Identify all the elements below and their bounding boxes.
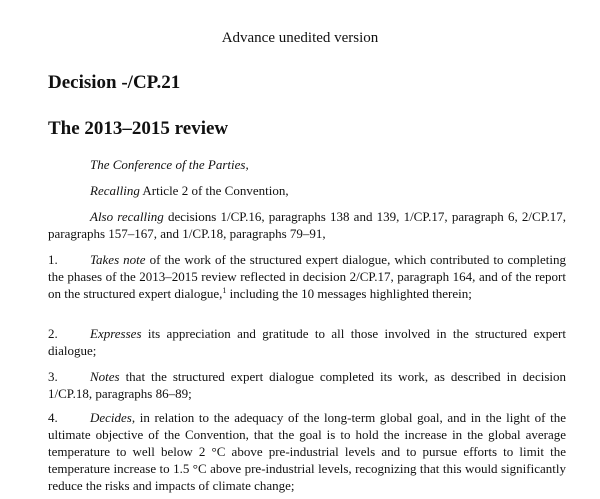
preamble-recalling-italic: Recalling — [90, 183, 140, 198]
paragraph-text: that the structured expert dialogue completed its work, as described in decision 1/CP.18, paragraphs 86–89; — [48, 369, 566, 401]
paragraph-text: its appreciation and gratitude to all those involved in the structured expert dialogue; — [48, 326, 566, 358]
paragraph-number: 2. — [48, 326, 58, 341]
review-title: The 2013–2015 review — [48, 118, 229, 139]
paragraph-verb: Takes note — [90, 252, 146, 267]
paragraph-verb: Expresses — [90, 326, 142, 341]
paragraph-text-continued: including the 10 messages highlighted therein; — [226, 286, 472, 301]
paragraph-text: of the work of the structured expert dialogue, which contributed to completing the phases of the 2013–2015 review reflected in decision 2/CP.17, paragraph 164, and of the report on the structured expert dialogue, — [48, 252, 566, 301]
paragraph-number: 4. — [48, 410, 58, 425]
preamble-also-recalling-text: decisions 1/CP.16, paragraphs 138 and 139, 1/CP.17, paragraph 6, 2/CP.17, paragraphs 157–167, and 1/CP.18, paragraphs 79–91, — [48, 209, 566, 241]
preamble-also-recalling — [48, 208, 566, 242]
preamble-also-recalling-italic: Also recalling — [90, 209, 164, 224]
preamble-conference-text: The Conference of the Parties, — [90, 157, 249, 172]
operative-paragraph-1 — [48, 251, 566, 302]
paragraph-number: 1. — [48, 252, 58, 267]
operative-paragraph-4 — [48, 409, 566, 494]
preamble-recalling-text: Article 2 of the Convention, — [139, 183, 289, 198]
preamble-conference — [90, 156, 249, 173]
advance-unedited-note: Advance unedited version — [221, 30, 379, 46]
decision-title: Decision -/CP.21 — [48, 72, 181, 93]
paragraph-number: 3. — [48, 369, 58, 384]
paragraph-verb: Notes — [90, 369, 120, 384]
paragraph-text: , in relation to the adequacy of the long-term global goal, and in the light of the ultimate objective of the Convention, that the goal is to hold the increase in the global average temperature to well below 2 °C above pre-industrial levels and to pursue efforts to limit the temperature increase to 1.5 °C above pre-industrial levels, recognizing that this would significantly reduce the risks and impacts of climate change; — [48, 410, 566, 493]
preamble-recalling — [90, 182, 289, 199]
paragraph-verb: Decides — [90, 410, 132, 425]
operative-paragraph-2 — [48, 325, 566, 359]
footnote-reference[interactable]: 1 — [222, 286, 227, 295]
operative-paragraph-3 — [48, 368, 566, 402]
